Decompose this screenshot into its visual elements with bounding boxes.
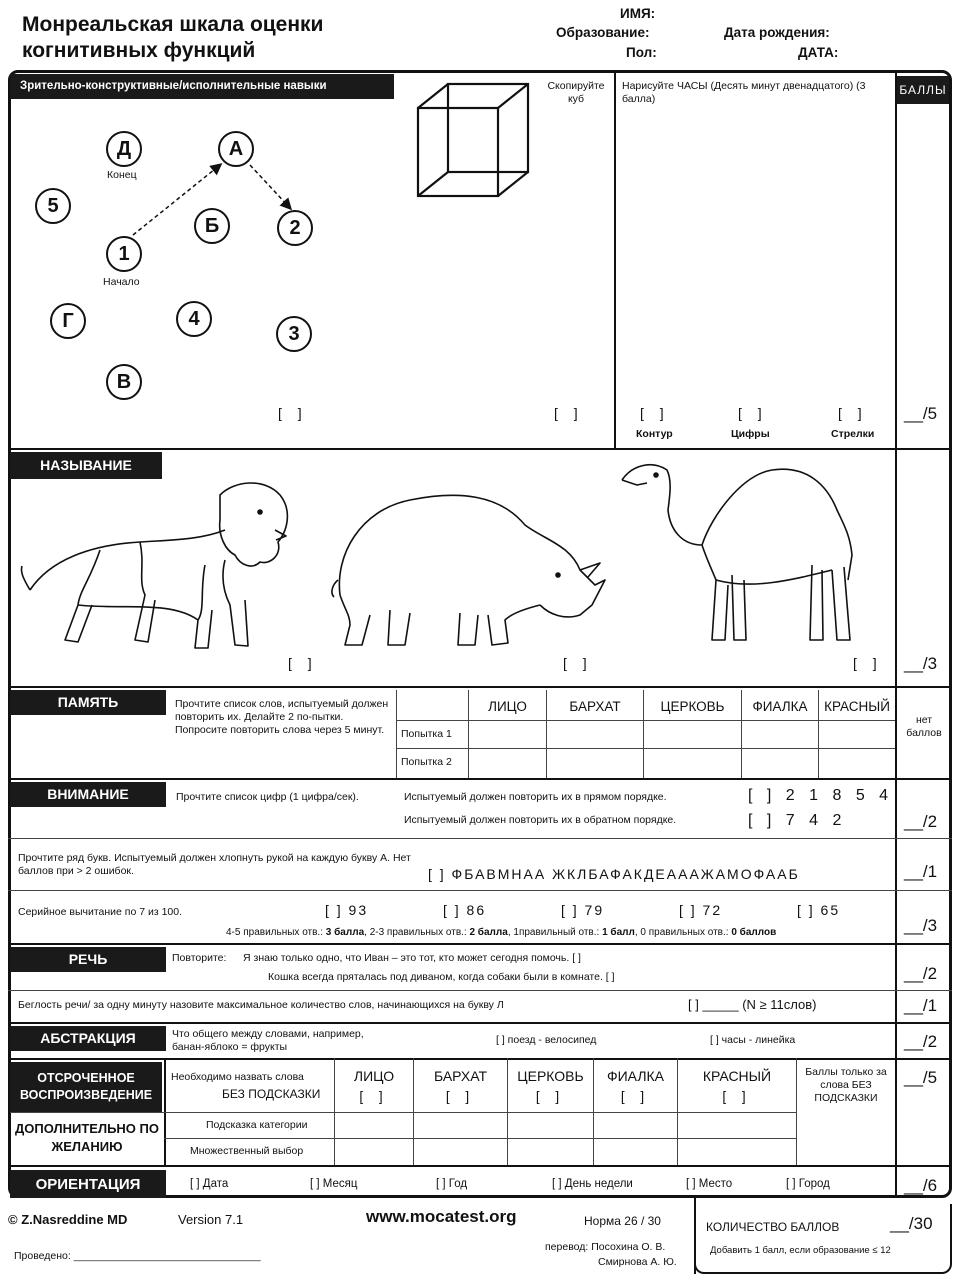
education-label: Образование: bbox=[556, 25, 650, 40]
start-label: Начало bbox=[103, 276, 140, 288]
translation2: Смирнова А. Ю. bbox=[598, 1256, 677, 1268]
recall-word: ФИАЛКА bbox=[606, 1068, 665, 1084]
clock-label: Нарисуйте ЧАСЫ (Десять минут двенадцатого) (3 балла) bbox=[622, 80, 866, 105]
recall-checkbox[interactable]: [ ] bbox=[620, 1089, 651, 1104]
memory-word: ФИАЛКА bbox=[752, 699, 808, 714]
divider bbox=[796, 1058, 797, 1165]
orientation-city[interactable]: [ ] Город bbox=[786, 1178, 830, 1190]
backward-digits[interactable]: [ ] 7 4 2 bbox=[748, 812, 847, 829]
divider bbox=[164, 1138, 796, 1139]
memory-word: КРАСНЫЙ bbox=[824, 699, 890, 714]
recall-checkbox[interactable]: [ ] bbox=[535, 1089, 566, 1104]
naming-score[interactable]: __/3 bbox=[904, 654, 938, 673]
naming-title: НАЗЫВАНИЕ bbox=[10, 452, 162, 479]
orientation-date[interactable]: [ ] Дата bbox=[190, 1178, 229, 1190]
cube-drawing bbox=[412, 78, 542, 208]
divider bbox=[8, 890, 952, 891]
language-title: РЕЧЬ bbox=[10, 947, 166, 972]
recall-instruction2: БЕЗ ПОДСКАЗКИ bbox=[222, 1087, 321, 1101]
orientation-score[interactable]: __/6 bbox=[904, 1176, 938, 1195]
recall-score[interactable]: __/5 bbox=[904, 1068, 938, 1087]
score-column-divider bbox=[895, 70, 897, 1198]
total-score[interactable]: __/30 bbox=[890, 1214, 933, 1233]
visuospatial-title: Зрительно-конструктивные/исполнительные навыки bbox=[10, 74, 394, 99]
divider bbox=[164, 1112, 796, 1113]
serial-65[interactable]: [ ] 65 bbox=[797, 902, 841, 918]
divider bbox=[10, 1112, 164, 1113]
trail-node: 4 bbox=[176, 301, 212, 337]
attention-title: ВНИМАНИЕ bbox=[10, 782, 166, 807]
clock-contour-checkbox[interactable]: [ ] bbox=[640, 405, 670, 421]
rhinoceros-drawing bbox=[330, 485, 610, 655]
trail-making-arrows bbox=[10, 100, 410, 420]
serial-scoring: 4-5 правильных отв.: 3 балла, 2-3 правильных отв.: 2 балла, 1правильный отв.: 1 балл, 0 правильных отв.: 0 баллов bbox=[226, 927, 777, 938]
recall-word: БАРХАТ bbox=[433, 1068, 488, 1084]
copyright: © Z.Nasreddine MD bbox=[8, 1212, 128, 1227]
abstraction-pair2[interactable]: [ ] часы - линейка bbox=[710, 1034, 796, 1046]
digits-instruction: Прочтите список цифр (1 цифра/сек). bbox=[176, 791, 359, 803]
serial-72[interactable]: [ ] 72 bbox=[679, 902, 723, 918]
divider bbox=[8, 838, 952, 839]
repeat-label: Повторите: bbox=[172, 952, 227, 964]
trail-node: 3 bbox=[276, 316, 312, 352]
form-title-line2: когнитивных функций bbox=[22, 39, 256, 62]
rhino-checkbox[interactable]: [ ] bbox=[563, 655, 593, 671]
divider bbox=[8, 1058, 952, 1060]
trial1-label: Попытка 1 bbox=[401, 728, 452, 740]
divider bbox=[8, 990, 952, 991]
end-label: Конец bbox=[107, 169, 137, 181]
fluency-instruction: Беглость речи/ за одну минуту назовите максимальное количество слов, начинающихся на букву Л bbox=[18, 999, 504, 1011]
trail-node: 2 bbox=[277, 210, 313, 246]
sentence2[interactable]: Кошка всегда пряталась под диваном, когда собаки были в комнате. [ ] bbox=[268, 971, 615, 983]
trail-node: 5 bbox=[35, 188, 71, 224]
forward-digits[interactable]: [ ] 2 1 8 5 4 bbox=[748, 787, 894, 804]
trail-node: Г bbox=[50, 303, 86, 339]
divider bbox=[396, 748, 895, 749]
letters-instruction: Прочтите ряд букв. Испытуемый должен хлопнуть рукой на каждую букву А. Нет баллов при > 2 ошибок. bbox=[18, 852, 411, 877]
norm: Норма 26 / 30 bbox=[584, 1214, 661, 1228]
cube-checkbox[interactable]: [ ] bbox=[554, 405, 584, 421]
forward-instruction: Испытуемый должен повторить их в прямом порядке. bbox=[404, 791, 667, 803]
memory-word: ЦЕРКОВЬ bbox=[660, 699, 725, 714]
education-note: Добавить 1 балл, если образование ≤ 12 bbox=[710, 1245, 891, 1256]
total-label: КОЛИЧЕСТВО БАЛЛОВ bbox=[706, 1220, 840, 1234]
abstraction-title: АБСТРАКЦИЯ bbox=[10, 1026, 166, 1051]
lion-checkbox[interactable]: [ ] bbox=[288, 655, 318, 671]
translation1: перевод: Посохина О. В. bbox=[545, 1241, 666, 1253]
recall-checkbox[interactable]: [ ] bbox=[359, 1089, 389, 1104]
memory-word: ЛИЦО bbox=[488, 699, 527, 714]
sex-label: Пол: bbox=[626, 45, 657, 60]
abstraction-pair1[interactable]: [ ] поезд - велосипед bbox=[496, 1034, 597, 1046]
serial-79[interactable]: [ ] 79 bbox=[561, 902, 605, 918]
orientation-month[interactable]: [ ] Месяц bbox=[310, 1178, 358, 1190]
multiple-choice-label: Множественный выбор bbox=[190, 1145, 304, 1157]
letters-score[interactable]: __/1 bbox=[904, 862, 938, 881]
memory-word: БАРХАТ bbox=[569, 699, 621, 714]
trail-node: В bbox=[106, 364, 142, 400]
recall-title: ОТСРОЧЕННОЕ ВОСПРОИЗВЕДЕНИЕ bbox=[10, 1062, 162, 1112]
abstraction-instruction: Что общего между словами, например, банан-яблоко = фрукты bbox=[172, 1028, 364, 1053]
sentence1[interactable]: Я знаю только одно, что Иван – это тот, кто может сегодня помочь. [ ] bbox=[243, 952, 581, 964]
serial-93[interactable]: [ ] 93 bbox=[325, 902, 369, 918]
category-cue-label: Подсказка категории bbox=[206, 1119, 308, 1131]
divider bbox=[694, 1198, 696, 1274]
cube-label: Скопируйте куб bbox=[547, 80, 605, 105]
recall-note: Баллы только за слова БЕЗ ПОДСКАЗКИ bbox=[805, 1066, 887, 1104]
hands-label: Стрелки bbox=[831, 428, 875, 440]
trail-node: Б bbox=[194, 208, 230, 244]
abstraction-score[interactable]: __/2 bbox=[904, 1032, 938, 1051]
trail-node: 1 bbox=[106, 236, 142, 272]
camel-checkbox[interactable]: [ ] bbox=[853, 655, 883, 671]
recall-instruction1: Необходимо назвать слова bbox=[171, 1071, 304, 1083]
orientation-title: ОРИЕНТАЦИЯ bbox=[10, 1170, 166, 1198]
letters-sequence[interactable]: [ ] ФБАВМНАА ЖКЛБАФАКДЕАААЖАМОФААБ bbox=[428, 866, 800, 882]
trail-node: А bbox=[218, 131, 254, 167]
scores-header: БАЛЛЫ bbox=[897, 76, 949, 104]
orientation-weekday[interactable]: [ ] День недели bbox=[552, 1178, 633, 1190]
website-link[interactable]: www.mocatest.org bbox=[366, 1207, 517, 1226]
recall-word: ЛИЦО bbox=[353, 1068, 395, 1084]
divider bbox=[8, 1165, 952, 1167]
trial2-label: Попытка 2 bbox=[401, 756, 452, 768]
contour-label: Контур bbox=[636, 428, 673, 440]
orientation-year[interactable]: [ ] Год bbox=[436, 1178, 468, 1190]
backward-instruction: Испытуемый должен повторить их в обратном порядке. bbox=[404, 814, 677, 826]
no-points-label: нет баллов bbox=[906, 714, 942, 739]
trail-node: Д bbox=[106, 131, 142, 167]
visuospatial-score[interactable]: __/5 bbox=[904, 404, 938, 423]
dob-label: Дата рождения: bbox=[724, 25, 830, 40]
divider bbox=[396, 690, 397, 778]
optional-title: ДОПОЛНИТЕЛЬНО ПО ЖЕЛАНИЮ bbox=[14, 1121, 159, 1154]
lion-drawing bbox=[20, 470, 300, 660]
form-title-line1: Монреальская шкала оценки bbox=[22, 13, 324, 36]
numbers-label: Цифры bbox=[731, 428, 770, 440]
recall-word: ЦЕРКОВЬ bbox=[517, 1068, 584, 1084]
conducted-by[interactable]: Проведено: ________________________________ bbox=[14, 1250, 261, 1262]
fluency-box[interactable]: [ ] _____ (N ≥ 11слов) bbox=[688, 997, 817, 1012]
trail-checkbox[interactable]: [ ] bbox=[278, 405, 308, 421]
serial-score[interactable]: __/3 bbox=[904, 916, 938, 935]
serial-86[interactable]: [ ] 86 bbox=[443, 902, 487, 918]
divider bbox=[8, 778, 952, 780]
divider bbox=[8, 943, 952, 945]
divider bbox=[8, 1022, 952, 1024]
memory-title: ПАМЯТЬ bbox=[10, 690, 166, 715]
divider bbox=[396, 720, 895, 721]
name-label: ИМЯ: bbox=[620, 6, 656, 21]
orientation-place[interactable]: [ ] Место bbox=[686, 1178, 733, 1190]
recall-word: КРАСНЫЙ bbox=[702, 1068, 772, 1084]
divider bbox=[614, 70, 616, 450]
date-label: ДАТА: bbox=[798, 45, 839, 60]
repeat-score[interactable]: __/2 bbox=[904, 964, 938, 983]
memory-instruction: Прочтите список слов, испытуемый должен повторить их. Делайте 2 по-пытки. Попросите повторить слова через 5 минут. bbox=[175, 698, 389, 736]
version: Version 7.1 bbox=[178, 1212, 244, 1227]
digits-score[interactable]: __/2 bbox=[904, 812, 938, 831]
serial-instruction: Серийное вычитание по 7 из 100. bbox=[18, 906, 183, 918]
fluency-score[interactable]: __/1 bbox=[904, 996, 938, 1015]
clock-numbers-checkbox[interactable]: [ ] bbox=[738, 405, 768, 421]
clock-hands-checkbox[interactable]: [ ] bbox=[838, 405, 868, 421]
recall-checkbox[interactable]: [ ] bbox=[722, 1089, 752, 1104]
recall-checkbox[interactable]: [ ] bbox=[445, 1089, 476, 1104]
divider bbox=[8, 448, 952, 450]
divider bbox=[8, 686, 952, 688]
camel-drawing bbox=[612, 455, 872, 655]
